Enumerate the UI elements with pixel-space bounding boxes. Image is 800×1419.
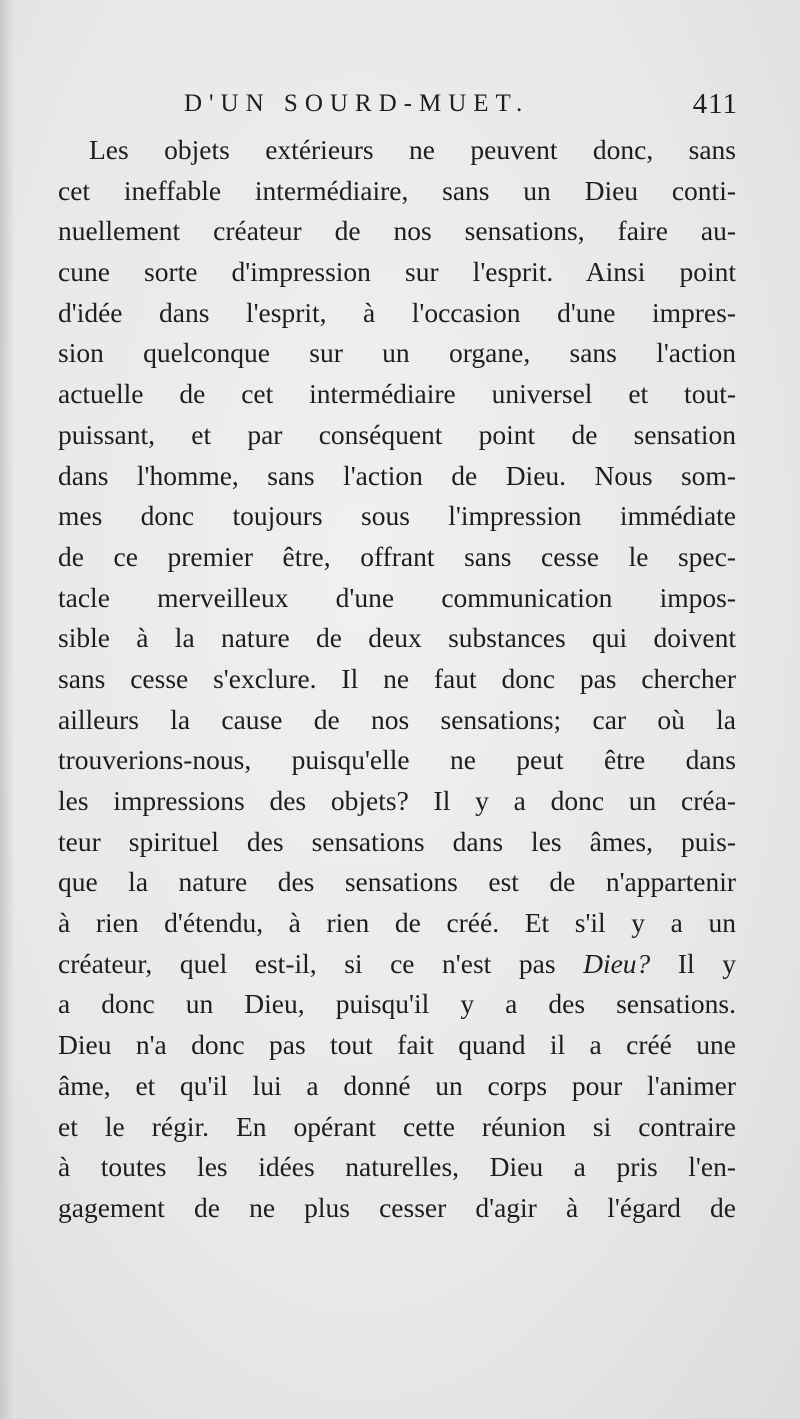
text-line: cune sorte d'impression sur l'esprit. Ainsi point: [58, 256, 736, 288]
text-line: les impressions des objets? Il y a donc un créa-: [58, 785, 736, 816]
text-line: [58, 944, 736, 985]
text-line: d'idée dans l'esprit, à l'occasion d'une impres-: [58, 296, 736, 328]
text-line: trouverions-nous, puisqu'elle ne peut être dans: [58, 744, 736, 776]
text-line: ailleurs la cause de nos sensations; car où la: [58, 703, 736, 735]
text-line-part: Il y: [650, 947, 736, 979]
text-line: Dieu n'a donc pas tout fait quand il a créé une: [58, 1029, 736, 1061]
text-line: teur spirituel des sensations dans les âmes, puis-: [58, 825, 736, 857]
text-line: puissant, et par conséquent point de sensation: [58, 418, 736, 450]
text-line: à toutes les idées naturelles, Dieu a pris l'en-: [58, 1151, 736, 1183]
text-line: Les objets extérieurs ne peuvent donc, sans: [89, 134, 736, 165]
text-line: sans cesse s'exclure. Il ne faut donc pas chercher: [58, 662, 736, 694]
text-line: dans l'homme, sans l'action de Dieu. Nous som-: [58, 459, 736, 491]
text-line: à rien d'étendu, à rien de créé. Et s'il y a un: [58, 907, 736, 939]
text-line: sion quelconque sur un organe, sans l'action: [58, 337, 736, 369]
text-line: cet ineffable intermédiaire, sans un Dieu conti-: [58, 174, 736, 206]
text-line: gagement de ne plus cesser d'agir à l'égard de: [58, 1191, 736, 1223]
text-line: actuelle de cet intermédiaire universel et tout-: [58, 378, 736, 410]
text-line: a donc un Dieu, puisqu'il y a des sensations.: [58, 988, 736, 1020]
text-line: sible à la nature de deux substances qui doivent: [58, 622, 736, 654]
text-line: mes donc toujours sous l'impression immédiate: [58, 500, 736, 532]
text-line: que la nature des sensations est de n'appartenir: [58, 866, 736, 898]
text-line: de ce premier être, offrant sans cesse le spec-: [58, 540, 736, 572]
page-header: [58, 84, 738, 124]
page-gutter-shadow: [0, 0, 14, 1419]
running-head: D'UN SOURD-MUET.: [184, 90, 530, 117]
text-line: et le régir. En opérant cette réunion si contraire: [58, 1110, 736, 1142]
body-text: [58, 130, 736, 1229]
text-line: âme, et qu'il lui a donné un corps pour l'animer: [58, 1069, 736, 1101]
text-line: tacle merveilleux d'une communication impos-: [58, 581, 736, 613]
page-number: 411: [692, 88, 738, 120]
italic-word: Dieu?: [583, 947, 651, 979]
text-line: nuellement créateur de nos sensations, faire au-: [58, 215, 736, 247]
text-line-part: créateur, quel est-il, si ce n'est pas: [58, 947, 584, 979]
